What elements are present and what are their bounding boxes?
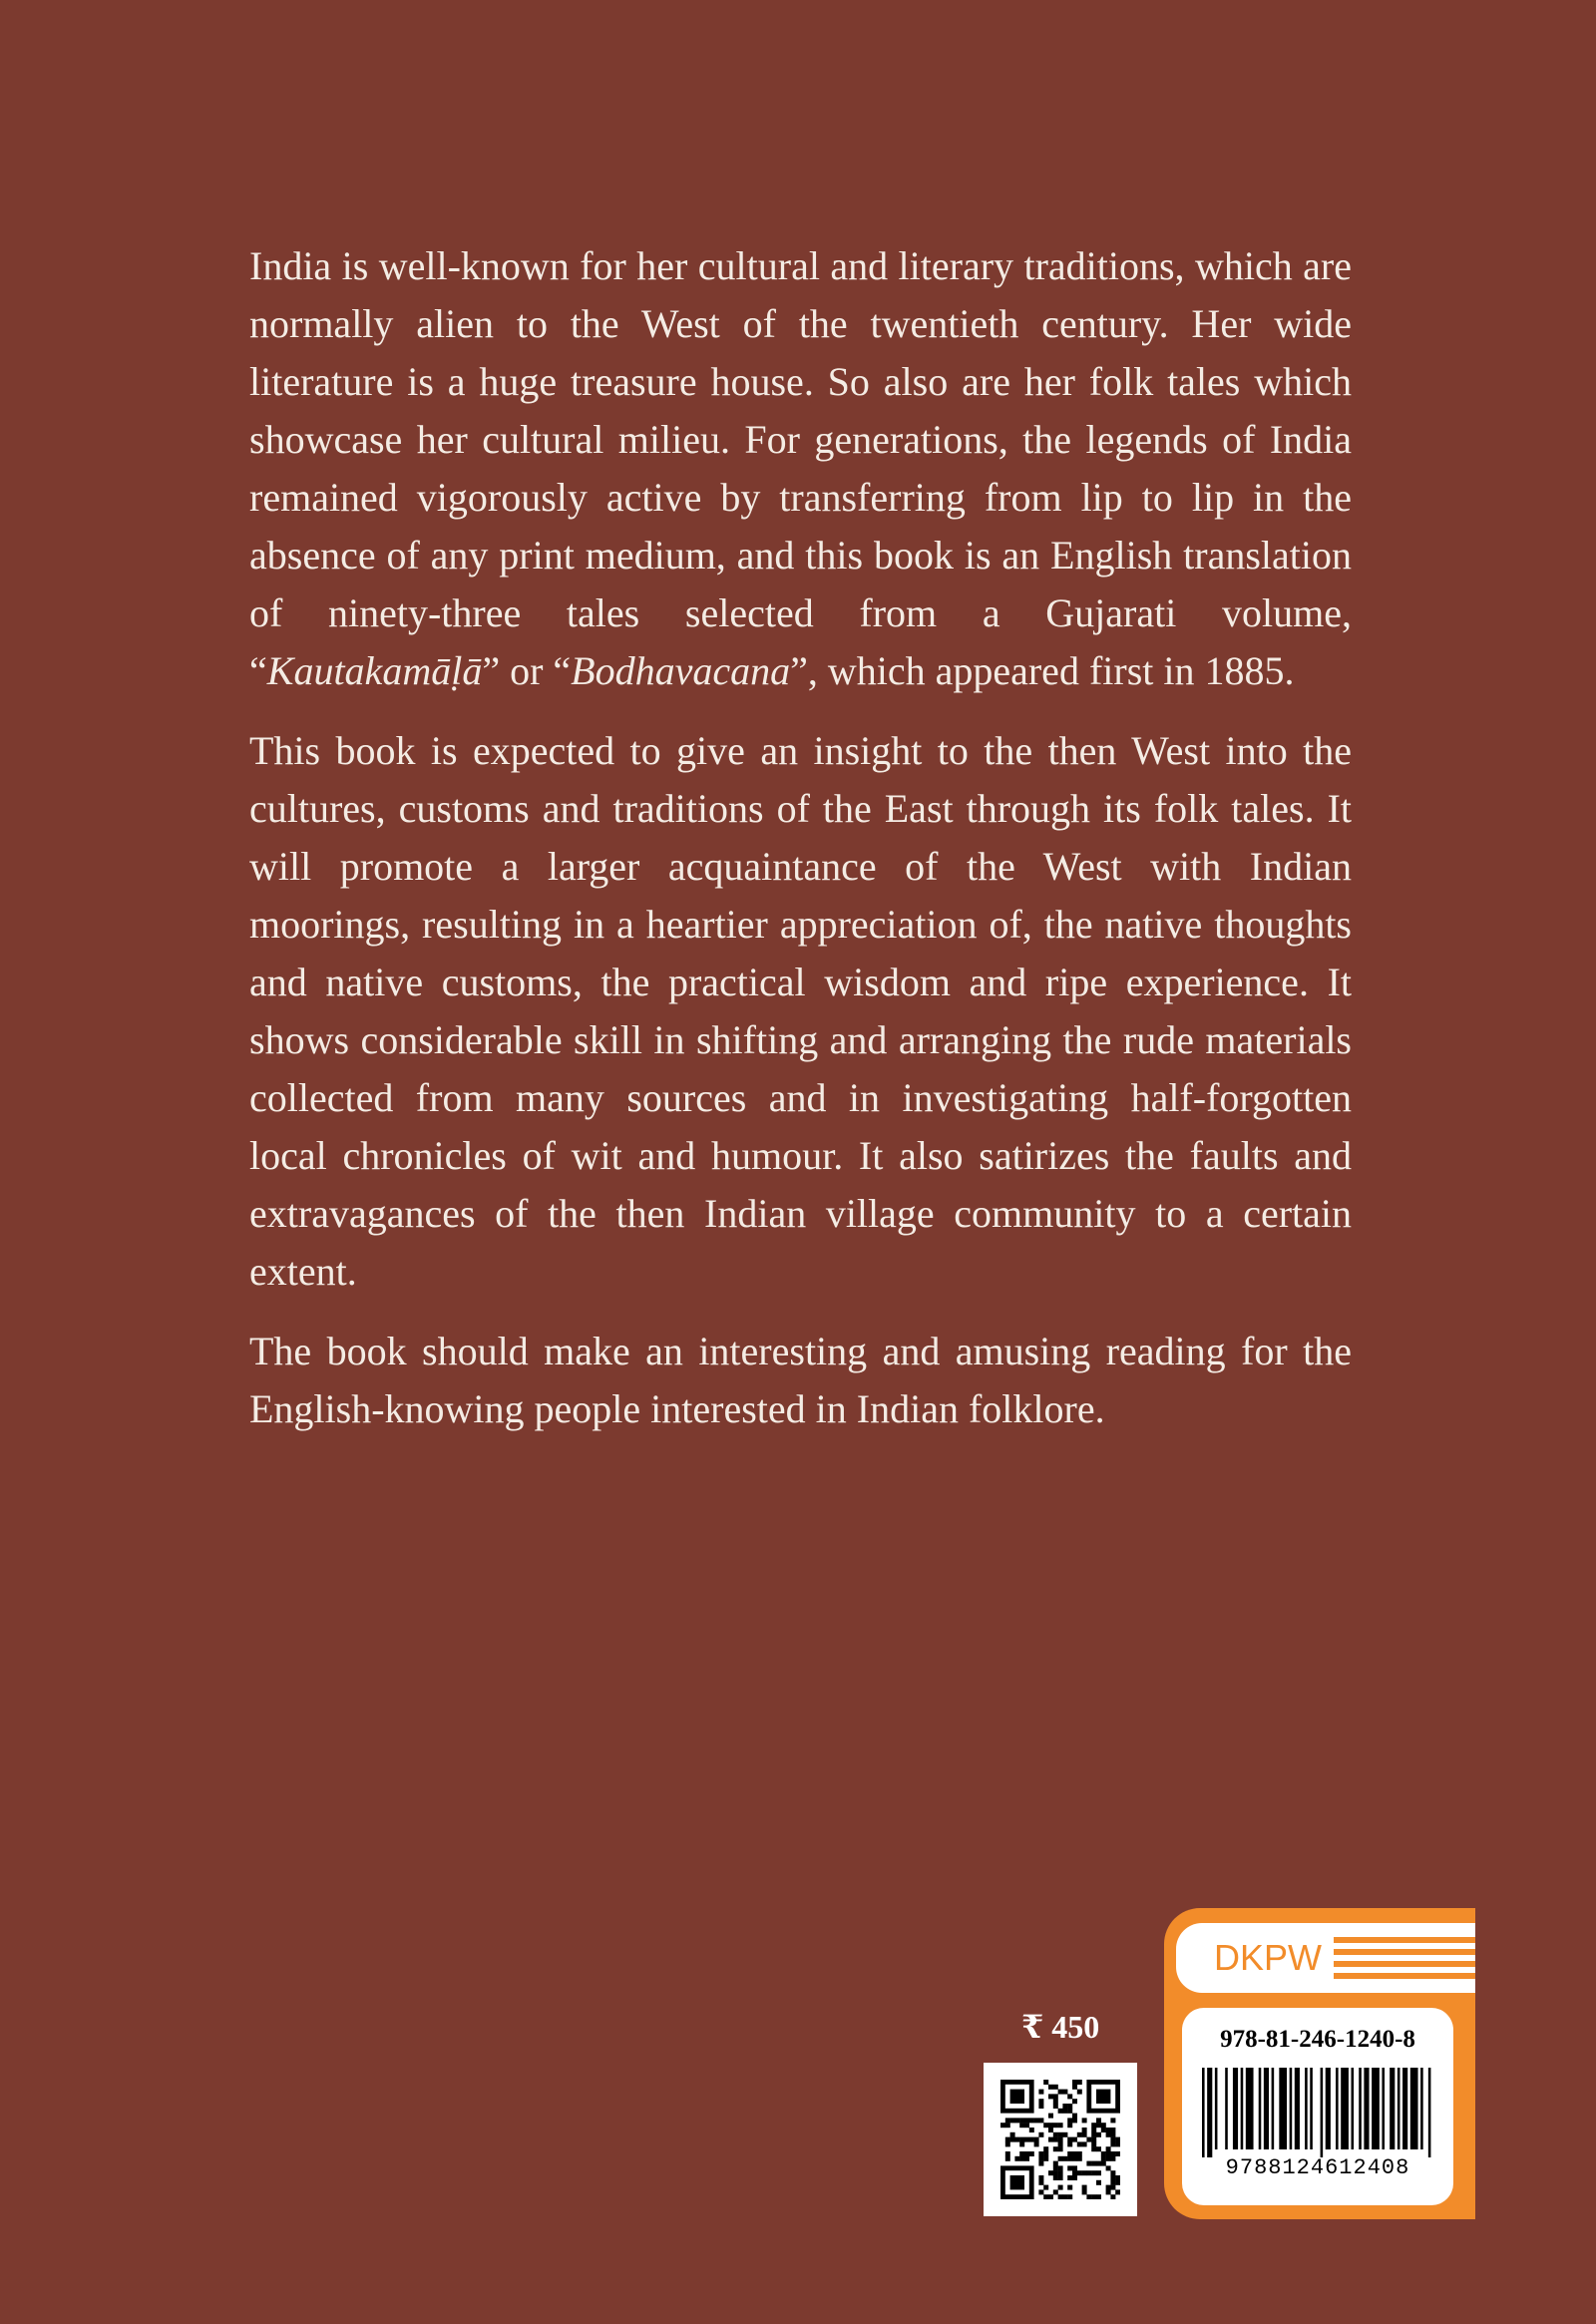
- publisher-name: DKPW: [1214, 1937, 1322, 1978]
- isbn-panel: [1164, 1908, 1475, 2219]
- blurb-paragraph-3: The book should make an interesting and amusing reading for the English-knowing people interested in Indian folklore.: [249, 1329, 1352, 1431]
- qr-code: [984, 2063, 1137, 2216]
- price-label: ₹ 450: [1021, 2009, 1100, 2045]
- isbn-number: 978-81-246-1240-8: [1220, 2026, 1415, 2053]
- blurb-p1-part-a: India is well-known for her cultural and literary traditions, which are normally alien to the West of the twentieth century. Her wide literature is a huge treasure house. So also are her folk tales which showcase her cultural milieu. For generations, the legends of India remained vigorously active by transferring from lip to lip in the absence of any print medium, and this book is an English translation of ninety-three tales selected from a Gujarati volume, “: [249, 243, 1352, 693]
- blurb-paragraph-2: This book is expected to give an insight to the then West into the cultures, customs and traditions of the East through its folk tales. It will promote a larger acquaintance of the West with Indian moorings, resulting in a heartier appreciation of, the native thoughts and native customs, the practical wisdom and ripe experience. It shows considerable skill in shifting and arranging the rude materials collected from many sources and in investigating half-forgotten local chronicles of wit and humour. It also satirizes the faults and extravagances of the then Indian village community to a certain extent.: [249, 728, 1352, 1294]
- barcode-icon: [1200, 2068, 1435, 2157]
- blurb-p1-part-b: ” or “: [482, 648, 572, 693]
- blurb-paragraph-1: [249, 237, 1352, 700]
- publisher-logo: [1176, 1923, 1475, 1993]
- barcode-digits: 9788124612408: [1225, 2155, 1410, 2180]
- book-title-bodhavacana: Bodhavacana: [571, 648, 791, 693]
- blurb-p1-part-c: ”, which appeared first in 1885.: [790, 648, 1295, 693]
- publisher-lines-icon: [1334, 1937, 1475, 1981]
- back-cover-blurb: [249, 237, 1352, 1460]
- qr-code-icon: [1000, 2080, 1120, 2199]
- book-title-kautakamala: Kautakamāḷā: [266, 648, 483, 693]
- barcode-box: [1182, 2008, 1453, 2205]
